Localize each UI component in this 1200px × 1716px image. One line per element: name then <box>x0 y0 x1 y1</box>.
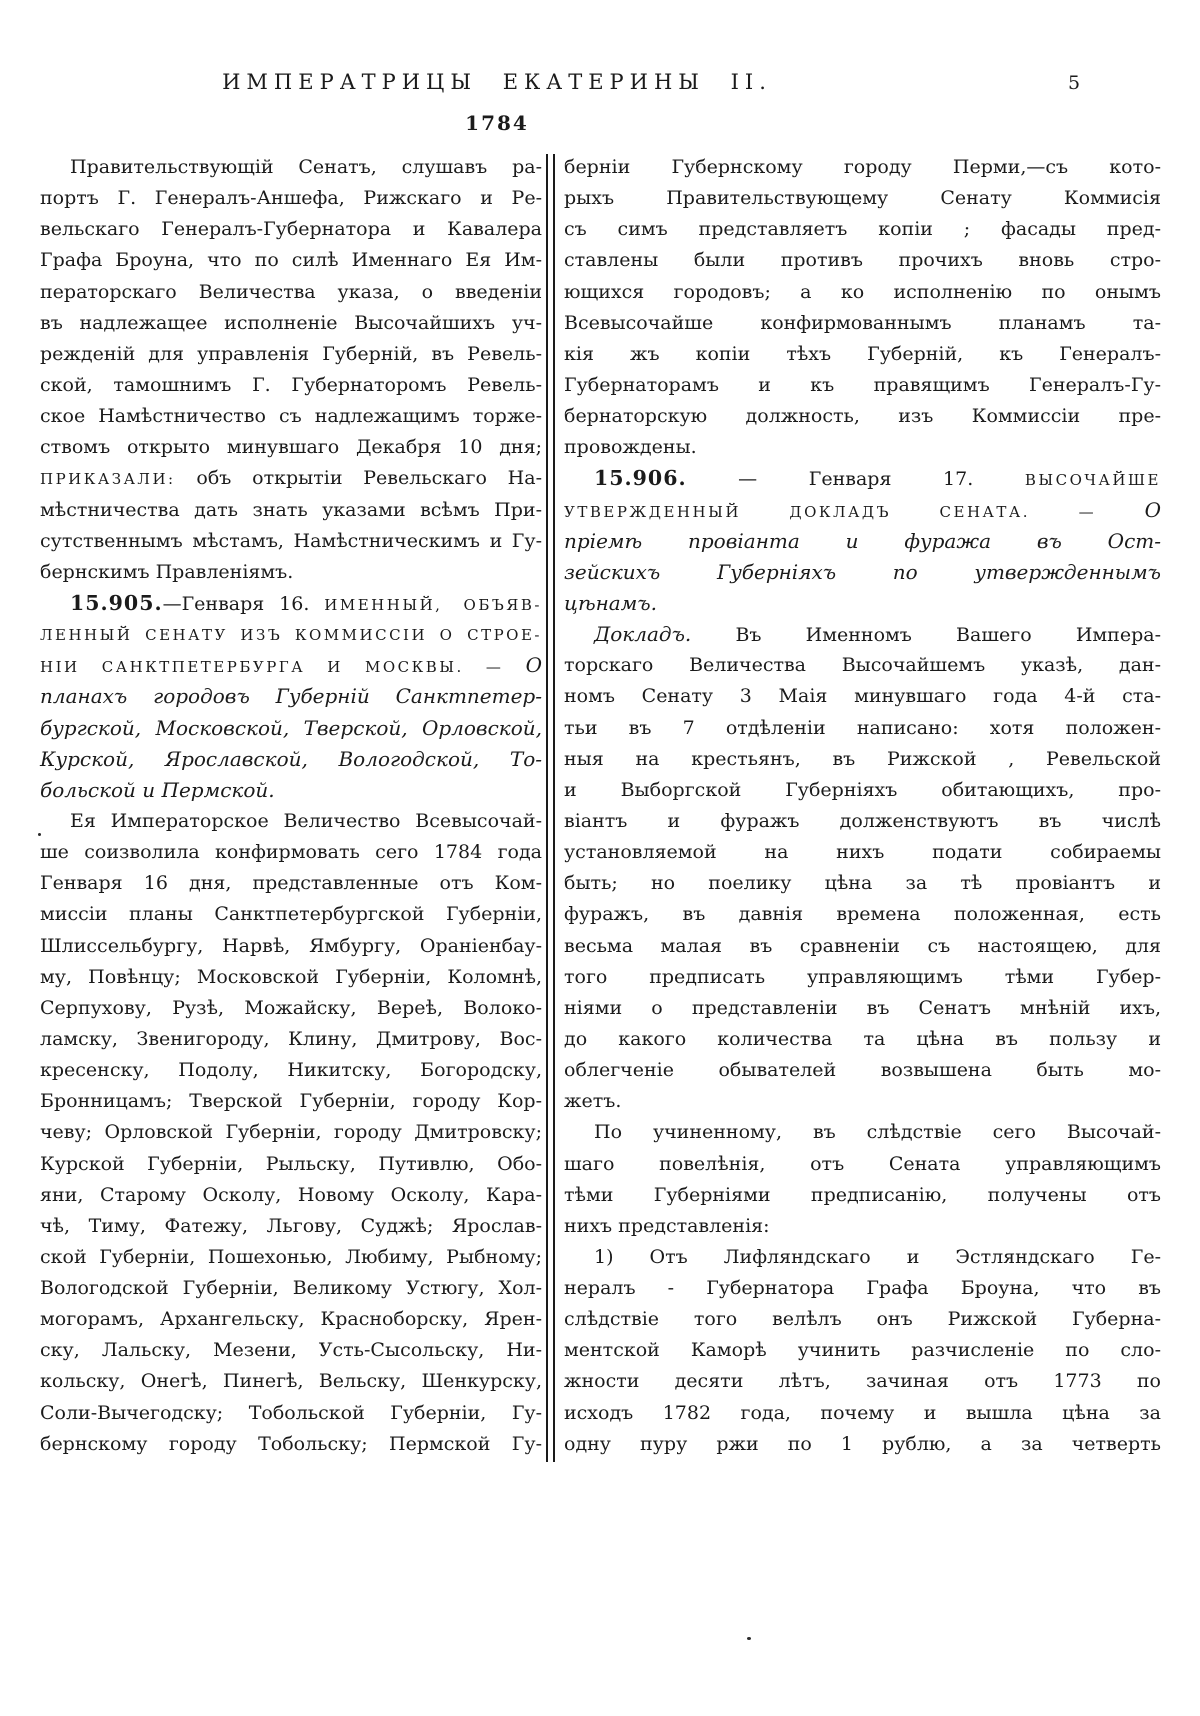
text-segment: ское Намѣстничество съ надлежащимъ торже- <box>40 405 542 428</box>
text-segment: бернаторскую должность, изъ Коммиссіи пре- <box>564 405 1161 428</box>
text-line <box>40 806 542 837</box>
text-segment: Въ Именномъ Вашего Импера- <box>691 624 1161 647</box>
text-line <box>40 1055 542 1086</box>
text-segment: УТВЕРЖДЕННЫЙ ДОКЛАДЪ СЕНАТА. — <box>564 502 1145 521</box>
text-segment: — Генваря 17. <box>686 468 1025 491</box>
text-line <box>564 1149 1161 1180</box>
text-segment: —Генваря 16. <box>162 592 325 615</box>
text-segment: исходъ 1782 года, почему и вышла цѣна за <box>564 1401 1161 1424</box>
text-segment: чѣ, Тиму, Фатежу, Льгову, Суджѣ; Ярослав- <box>40 1214 542 1237</box>
text-segment: жности десяти лѣтъ, зачиная отъ 1773 по <box>564 1370 1161 1393</box>
text-segment: номъ Сенату 3 Маія минувшаго года 4-й ста- <box>564 685 1161 708</box>
text-segment: Соли-Вычегодску; Тобольской Губерніи, Гу- <box>40 1401 542 1424</box>
text-segment: яни, Старому Осколу, Новому Осколу, Кара- <box>40 1183 542 1206</box>
text-line <box>564 1117 1161 1148</box>
text-segment: ментской Каморѣ учинить разчисленіе по сло- <box>564 1339 1161 1362</box>
running-head-title: ИМПЕРАТРИЦЫ ЕКАТЕРИНЫ II. <box>222 70 772 94</box>
text-line <box>564 1273 1161 1304</box>
text-segment: цѣнамъ. <box>564 590 657 615</box>
text-line <box>564 526 1161 557</box>
text-segment: Шлиссельбургу, Нарвѣ, Ямбургу, Ораніенбау- <box>40 934 542 957</box>
text-line <box>40 868 542 899</box>
text-line <box>40 401 542 432</box>
text-line <box>40 183 542 214</box>
text-segment: 1) Отъ Лифляндскаго и Эстляндскаго Ге- <box>594 1245 1161 1268</box>
text-segment: О <box>525 653 542 678</box>
text-line <box>564 339 1161 370</box>
text-segment: Серпухову, Рузѣ, Можайску, Вереѣ, Волоко- <box>40 996 542 1019</box>
text-line <box>40 463 542 494</box>
text-segment: тѣми Губерніями предписанію, получены отъ <box>564 1183 1161 1206</box>
year-heading: 1784 <box>465 111 529 135</box>
text-segment: Графа Броуна, что по силѣ Именнаго Ея Им- <box>40 249 542 272</box>
text-segment: режденій для управленія Губерній, въ Ревель- <box>40 342 542 365</box>
text-line <box>564 588 1161 619</box>
text-line <box>40 1273 542 1304</box>
text-segment: ныя на крестьянъ, въ Рижской , Ревельской <box>564 747 1161 770</box>
text-line <box>564 713 1161 744</box>
text-segment: НІИ САНКТПЕТЕРБУРГА И МОСКВЫ. — <box>40 658 526 677</box>
text-line <box>564 152 1161 183</box>
text-segment: ИМЕННЫЙ, ОБЪЯВ- <box>324 595 542 614</box>
text-line <box>564 1024 1161 1055</box>
text-segment: ЛЕННЫЙ СЕНАТУ ИЗЪ КОММИССІИ О СТРОЕ- <box>40 626 542 645</box>
text-line <box>40 588 542 619</box>
ink-speck <box>747 1637 751 1640</box>
text-line <box>40 1398 542 1429</box>
text-line <box>564 401 1161 432</box>
text-line <box>40 1335 542 1366</box>
text-segment: зейскихъ Губерніяхъ по утвержденнымъ <box>564 559 1161 584</box>
text-line <box>564 744 1161 775</box>
text-segment: О <box>1144 497 1161 522</box>
text-line <box>564 1086 1161 1117</box>
text-line <box>564 1366 1161 1397</box>
text-segment: віантъ и фуражъ долженствуютъ въ числѣ <box>564 809 1161 832</box>
text-segment: ламску, Звенигороду, Клину, Дмитрову, Вос- <box>40 1027 542 1050</box>
text-segment: быть; но поелику цѣна за тѣ провіантъ и <box>564 872 1161 895</box>
text-segment: ску, Лальску, Мезени, Усть-Сысольску, Ни- <box>40 1339 542 1362</box>
text-segment: пріемѣ провіанта и фуража въ Ост- <box>564 528 1161 553</box>
text-segment: ющихся городовъ; а ко исполненію по онымъ <box>564 280 1161 303</box>
text-line <box>564 432 1161 463</box>
text-segment: торскаго Величества Высочайшемъ указѣ, дан- <box>564 654 1161 677</box>
ink-speck <box>38 833 41 836</box>
text-segment: Всевысочайше конфирмованнымъ планамъ та- <box>564 311 1161 334</box>
text-segment: Губернаторамъ и къ правящимъ Генералъ-Гу- <box>564 373 1161 396</box>
right-column <box>564 152 1161 1460</box>
text-segment: бернскимъ Правленіямъ. <box>40 560 294 583</box>
text-segment: ВЫСОЧАЙШЕ <box>1024 471 1161 490</box>
text-segment: съ симъ представляетъ копіи ; фасады пред- <box>564 218 1161 241</box>
text-segment: облегченіе обывателей возвышена быть мо- <box>564 1059 1161 1082</box>
text-line <box>40 713 542 744</box>
text-line <box>564 1304 1161 1335</box>
text-line <box>40 619 542 650</box>
text-line <box>564 868 1161 899</box>
text-line <box>40 931 542 962</box>
text-segment: портъ Г. Генералъ-Аншефа, Рижскаго и Ре- <box>40 187 542 210</box>
text-segment: сутственнымъ мѣстамъ, Намѣстническимъ и Гу- <box>40 529 542 552</box>
text-segment: и Выборгской Губерніяхъ обитающихъ, про- <box>564 778 1161 801</box>
text-segment: могорамъ, Архангельску, Красноборску, Ярен- <box>40 1308 542 1331</box>
text-line <box>40 1086 542 1117</box>
text-line <box>40 370 542 401</box>
text-line <box>564 806 1161 837</box>
text-line <box>40 1180 542 1211</box>
text-line <box>564 1429 1161 1460</box>
text-segment: рыхъ Правительствующему Сенату Коммисія <box>564 187 1161 210</box>
text-segment: кія жъ копіи тѣхъ Губерній, къ Генералъ- <box>564 342 1161 365</box>
text-line <box>564 650 1161 681</box>
text-segment: нералъ - Губернатора Графа Броуна, что въ <box>564 1277 1161 1300</box>
text-segment: По учиненному, въ слѣдствіе сего Высочай- <box>594 1121 1161 1144</box>
text-segment: 15.906. <box>594 466 687 491</box>
page-number: 5 <box>1068 72 1081 94</box>
text-segment: до какого количества та цѣна въ пользу и <box>564 1027 1161 1050</box>
text-line <box>564 214 1161 245</box>
text-segment: ствомъ открыто минувшаго Декабря 10 дня; <box>40 436 542 459</box>
text-segment: миссіи планы Санктпетербургской Губерніи, <box>40 903 542 926</box>
text-line <box>40 339 542 370</box>
text-line <box>564 962 1161 993</box>
text-segment: жетъ. <box>564 1090 622 1113</box>
text-segment: планахъ городовъ Губерній Санктпетер- <box>40 684 542 709</box>
text-line <box>564 1398 1161 1429</box>
text-line <box>564 277 1161 308</box>
text-line <box>40 557 542 588</box>
text-segment: фуражъ, въ давнія времена положенная, есть <box>564 903 1161 926</box>
text-line <box>564 681 1161 712</box>
text-line <box>564 557 1161 588</box>
text-segment: Генваря 16 дня, представленные отъ Ком- <box>40 872 542 895</box>
column-divider-rule <box>546 154 555 1462</box>
text-line <box>564 495 1161 526</box>
text-segment: кольску, Онегѣ, Пинегѣ, Вельску, Шенкурску, <box>40 1370 542 1393</box>
text-segment: одну пуру ржи по 1 рублю, а за четверть <box>564 1432 1161 1455</box>
text-block <box>40 152 1161 1464</box>
text-segment: ніями о представленіи въ Сенатъ мнѣній ихъ, <box>564 996 1161 1019</box>
left-column <box>40 152 542 1460</box>
text-segment: ПРИКАЗАЛИ: <box>40 470 176 489</box>
text-segment: Бронницамъ; Тверской Губерніи, городу Кор- <box>40 1090 542 1113</box>
text-segment: ператорскаго Величества указа, о введеніи <box>40 280 542 303</box>
text-segment: бургской, Московской, Тверской, Орловской, <box>40 715 542 740</box>
text-segment: слѣдствіе того велѣлъ онъ Рижской Губерна- <box>564 1308 1161 1331</box>
text-line <box>564 993 1161 1024</box>
text-segment: ше соизволила конфирмовать сего 1784 года <box>40 841 542 864</box>
text-line <box>40 1117 542 1148</box>
text-segment: установляемой на нихъ подати собираемы <box>564 841 1161 864</box>
text-line <box>40 744 542 775</box>
text-segment: нихъ представленія: <box>564 1214 770 1237</box>
text-segment: ставлены были противъ прочихъ вновь стро- <box>564 249 1161 272</box>
text-segment: въ надлежащее исполненіе Высочайшихъ уч- <box>40 311 542 334</box>
text-segment: того предписать управляющимъ тѣми Губер- <box>564 965 1161 988</box>
text-segment: кресенску, Подолу, Никитску, Богородску, <box>40 1059 542 1082</box>
text-line <box>564 775 1161 806</box>
text-segment: провождены. <box>564 436 697 459</box>
text-line <box>564 1055 1161 1086</box>
text-line <box>40 962 542 993</box>
text-segment: объ открытіи Ревельскаго На- <box>175 467 542 490</box>
text-segment: берніи Губернскому городу Перми,—съ кото- <box>564 156 1161 178</box>
text-line <box>564 308 1161 339</box>
text-segment: Курской Губерніи, Рыльску, Путивлю, Обо- <box>40 1152 542 1175</box>
text-line <box>40 775 542 806</box>
text-line <box>40 1366 542 1397</box>
text-segment: Ея Императорское Величество Всевысочай- <box>70 809 542 832</box>
text-line <box>40 277 542 308</box>
text-line <box>40 837 542 868</box>
text-line <box>40 899 542 930</box>
text-line <box>40 1242 542 1273</box>
text-segment: чеву; Орловской Губерніи, городу Дмитровску; <box>40 1121 542 1144</box>
text-line <box>40 495 542 526</box>
text-segment: тьи въ 7 отдѣленіи написано: хотя положен- <box>564 716 1161 739</box>
text-line <box>40 1149 542 1180</box>
text-line <box>40 214 542 245</box>
text-segment: Правительствующій Сенатъ, слушавъ ра- <box>70 156 542 178</box>
text-line <box>564 899 1161 930</box>
text-segment: вельскаго Генералъ-Губернатора и Кавалера <box>40 218 542 241</box>
text-segment: бернскому городу Тобольску; Пермской Гу- <box>40 1432 542 1455</box>
text-line <box>40 681 542 712</box>
text-line <box>564 463 1161 494</box>
text-line <box>40 308 542 339</box>
text-segment: ской, тамошнимъ Г. Губернаторомъ Ревель- <box>40 373 542 396</box>
text-line <box>40 152 542 183</box>
text-segment: му, Повѣнцу; Московской Губерніи, Коломнѣ, <box>40 965 542 988</box>
text-line <box>40 1304 542 1335</box>
text-line <box>40 245 542 276</box>
text-line <box>564 370 1161 401</box>
text-line <box>564 1180 1161 1211</box>
text-segment: мѣстничества дать знать указами всѣмъ При- <box>40 498 542 521</box>
text-line <box>564 931 1161 962</box>
text-segment: ской Губерніи, Пошехонью, Любиму, Рыбному; <box>40 1245 542 1268</box>
text-line <box>40 1024 542 1055</box>
text-segment: Курской, Ярославской, Вологодской, То- <box>40 746 542 771</box>
text-segment: больской и Пермской. <box>40 777 275 802</box>
text-line <box>564 1211 1161 1242</box>
text-line <box>564 1335 1161 1366</box>
text-segment: Вологодской Губерніи, Великому Устюгу, Хол- <box>40 1277 542 1300</box>
text-segment: весьма малая въ сравненіи съ настоящею, для <box>564 934 1161 957</box>
text-line <box>40 526 542 557</box>
text-segment: Докладъ. <box>594 622 692 647</box>
text-line <box>40 432 542 463</box>
text-line <box>564 837 1161 868</box>
text-line <box>564 619 1161 650</box>
text-line <box>40 650 542 681</box>
text-line <box>40 1429 542 1460</box>
text-line <box>40 1211 542 1242</box>
text-line <box>564 183 1161 214</box>
text-line <box>564 1242 1161 1273</box>
text-line <box>564 245 1161 276</box>
text-segment: 15.905. <box>70 590 163 615</box>
text-segment: шаго повелѣнія, отъ Сената управляющимъ <box>564 1152 1161 1175</box>
text-line <box>40 993 542 1024</box>
